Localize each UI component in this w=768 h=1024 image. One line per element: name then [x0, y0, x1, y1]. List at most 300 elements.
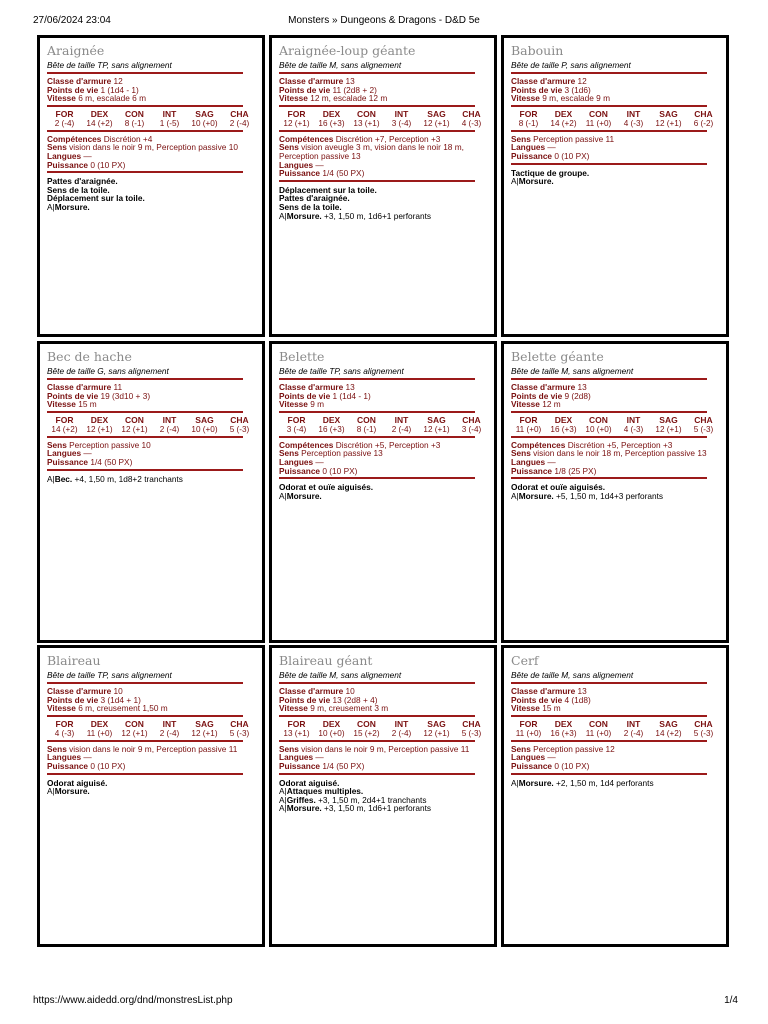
ability-scores: [47, 110, 257, 128]
armor-class-label: Classe d'armure: [279, 76, 344, 86]
ability-label: CHA: [462, 108, 481, 119]
hit-points-value: 1 (1d4 - 1): [98, 84, 139, 95]
divider: [47, 130, 243, 132]
hit-points-value: 19 (3d10 + 3): [98, 390, 151, 401]
ability-value: 3 (-4): [286, 424, 307, 434]
ability-sag: [651, 416, 686, 434]
languages-value: —: [313, 752, 324, 763]
ability-scores: [511, 110, 721, 128]
speed-value: 9 m, creusement 3 m: [307, 703, 389, 714]
ability-cha: [454, 110, 489, 128]
languages-label: Langues: [47, 752, 82, 763]
monster-name: Cerf: [511, 653, 539, 668]
monster-type: Bête de taille P, sans alignement: [511, 60, 631, 70]
ability-cha: [454, 416, 489, 434]
languages-value: —: [81, 752, 92, 763]
ability-for: [511, 110, 546, 128]
ability-value: 4 (-3): [54, 728, 75, 738]
ability-value: 5 (-3): [229, 728, 250, 738]
ability-label: DEX: [322, 414, 341, 425]
languages-label: Langues: [47, 448, 82, 459]
ability-label: CHA: [694, 718, 713, 729]
ability-label: DEX: [90, 718, 109, 729]
divider: [279, 180, 475, 182]
monster-name: Araignée: [47, 43, 105, 58]
ability-label: CON: [589, 718, 608, 729]
ability-value: 12 (+1): [655, 118, 682, 128]
languages-value: —: [81, 448, 92, 459]
monster-name: Belette géante: [511, 349, 604, 364]
speed-label: Vitesse: [511, 93, 540, 104]
ability-cha: [222, 110, 257, 128]
ability-value: 3 (-4): [461, 424, 482, 434]
armor-class-value: 10: [111, 686, 123, 696]
trait: Odorat aiguisé.: [47, 777, 108, 788]
speed-value: 9 m, escalade 9 m: [539, 93, 611, 104]
ability-label: SAG: [659, 108, 678, 119]
ability-value: 6 (-2): [693, 118, 714, 128]
traits-actions: [279, 186, 489, 220]
divider: [279, 130, 475, 132]
ability-con: [117, 110, 152, 128]
print-url: https://www.aidedd.org/dnd/monstresList.php: [33, 995, 233, 1006]
ability-int: [384, 720, 419, 738]
ability-value: 14 (+2): [655, 728, 682, 738]
ability-value: 2 (-4): [159, 728, 180, 738]
senses-value: Perception passive 13: [298, 448, 383, 459]
monster-name: Araignée-loup géante: [279, 43, 416, 58]
senses-value: vision dans le noir 18 m, Perception passive 13: [530, 448, 707, 459]
action-prefix: A|: [279, 794, 287, 805]
ability-sag: [187, 110, 222, 128]
ability-value: 5 (-3): [229, 424, 250, 434]
armor-class-value: 11: [111, 382, 123, 392]
speed-label: Vitesse: [511, 399, 540, 410]
senses-label: Sens: [511, 448, 531, 459]
ability-label: FOR: [287, 108, 306, 119]
speed-label: Vitesse: [47, 93, 76, 104]
speed-label: Vitesse: [279, 93, 308, 104]
armor-class-label: Classe d'armure: [511, 686, 576, 696]
ability-for: [279, 416, 314, 434]
skills-value: Discrétion +5, Perception +3: [333, 439, 441, 450]
ability-label: SAG: [659, 414, 678, 425]
skills-label: Compétences: [279, 133, 334, 144]
ability-int: [616, 416, 651, 434]
ability-sag: [187, 720, 222, 738]
action: [511, 779, 721, 788]
challenge-value: 1/4 (50 PX): [320, 760, 365, 771]
ability-cha: [222, 720, 257, 738]
ability-label: SAG: [195, 108, 214, 119]
ability-label: INT: [626, 718, 641, 729]
traits-actions: [47, 177, 257, 211]
ability-dex: [314, 416, 349, 434]
monster-card: [269, 341, 497, 643]
ability-for: [511, 416, 546, 434]
ability-value: 12 (+1): [86, 424, 113, 434]
action: [47, 203, 257, 212]
speed-value: 9 m: [307, 399, 325, 410]
ability-dex: [546, 416, 581, 434]
ability-for: [47, 416, 82, 434]
ability-value: 5 (-3): [693, 728, 714, 738]
challenge-label: Puissance: [279, 168, 321, 179]
ability-value: 2 (-4): [229, 118, 250, 128]
speed: [511, 704, 721, 713]
challenge: [47, 762, 257, 771]
armor-class-label: Classe d'armure: [279, 686, 344, 696]
challenge-label: Puissance: [511, 150, 553, 161]
languages-label: Langues: [511, 752, 546, 763]
ability-label: CON: [589, 414, 608, 425]
languages-value: —: [545, 752, 556, 763]
hit-points-label: Points de vie: [47, 390, 99, 401]
divider: [511, 378, 707, 380]
ability-con: [581, 416, 616, 434]
action-text: +3, 1,50 m, 1d6+1 perforants: [321, 803, 432, 814]
ability-label: SAG: [427, 414, 446, 425]
action-name: Morsure.: [518, 490, 554, 501]
languages-value: —: [81, 150, 92, 161]
languages-label: Langues: [47, 150, 82, 161]
ability-dex: [314, 720, 349, 738]
divider: [511, 436, 707, 438]
action-prefix: A|: [279, 210, 287, 221]
ability-label: INT: [162, 718, 177, 729]
page-number: 1/4: [724, 995, 738, 1006]
ability-label: DEX: [554, 718, 573, 729]
action-name: Morsure.: [518, 176, 554, 187]
traits-actions: [511, 169, 721, 186]
challenge: [47, 161, 257, 170]
ability-label: FOR: [55, 414, 74, 425]
skills-value: Discrétion +7, Perception +3: [333, 133, 441, 144]
skills-label: Compétences: [511, 439, 566, 450]
action-name: Morsure.: [286, 490, 322, 501]
monster-name: Belette: [279, 349, 325, 364]
ability-int: [152, 416, 187, 434]
ability-con: [349, 110, 384, 128]
monster-card: [37, 645, 265, 947]
ability-label: DEX: [554, 108, 573, 119]
ability-label: SAG: [427, 108, 446, 119]
divider: [511, 477, 707, 479]
action-text: +5, 1,50 m, 1d4+3 perforants: [553, 490, 664, 501]
ability-value: 1 (-5): [159, 118, 180, 128]
hit-points-value: 3 (1d4 + 1): [98, 694, 141, 705]
ability-value: 13 (+1): [283, 728, 310, 738]
ability-for: [47, 110, 82, 128]
speed-value: 15 m: [539, 703, 561, 714]
ability-int: [616, 720, 651, 738]
divider: [47, 171, 243, 173]
print-title: Monsters » Dungeons & Dragons - D&D 5e: [288, 15, 480, 26]
traits-actions: [279, 483, 489, 500]
ability-value: 5 (-3): [693, 424, 714, 434]
speed-value: 15 m: [75, 399, 97, 410]
trait: Odorat aiguisé.: [279, 777, 340, 788]
ability-dex: [314, 110, 349, 128]
languages-label: Langues: [279, 456, 314, 467]
ability-dex: [82, 110, 117, 128]
ability-label: FOR: [519, 414, 538, 425]
ability-value: 11 (+0): [585, 118, 612, 128]
challenge-label: Puissance: [511, 465, 553, 476]
ability-dex: [82, 720, 117, 738]
ability-label: INT: [394, 108, 409, 119]
ability-value: 12 (+1): [191, 728, 218, 738]
speed: [47, 704, 257, 713]
speed-label: Vitesse: [47, 703, 76, 714]
action-prefix: A|: [279, 803, 287, 814]
ability-value: 8 (-1): [356, 424, 377, 434]
ability-label: FOR: [55, 108, 74, 119]
ability-for: [279, 110, 314, 128]
languages-value: —: [313, 159, 324, 170]
hit-points-label: Points de vie: [511, 390, 563, 401]
hit-points-value: 4 (1d8): [562, 694, 591, 705]
ability-scores: [279, 416, 489, 434]
ability-scores: [47, 416, 257, 434]
print-footer: [0, 994, 768, 1008]
ability-con: [349, 416, 384, 434]
ability-label: CON: [357, 108, 376, 119]
divider: [511, 105, 707, 107]
hit-points-value: 1 (1d4 - 1): [330, 390, 371, 401]
challenge: [279, 467, 489, 476]
trait: Tactique de groupe.: [511, 167, 590, 178]
challenge: [511, 762, 721, 771]
ability-for: [47, 720, 82, 738]
speed: [47, 400, 257, 409]
ability-label: CHA: [462, 414, 481, 425]
challenge-label: Puissance: [279, 465, 321, 476]
trait: Sens de la toile.: [47, 184, 110, 195]
speed-value: 6 m, escalade 6 m: [75, 93, 147, 104]
ability-label: FOR: [519, 718, 538, 729]
ability-value: 2 (-4): [54, 118, 75, 128]
monster-name: Blaireau géant: [279, 653, 373, 668]
ability-value: 2 (-4): [623, 728, 644, 738]
ability-label: DEX: [90, 414, 109, 425]
action-name: Griffes.: [286, 794, 316, 805]
trait: Déplacement sur la toile.: [47, 193, 145, 204]
challenge-value: 0 (10 PX): [552, 150, 590, 161]
divider: [279, 105, 475, 107]
ability-value: 12 (+1): [283, 118, 310, 128]
trait: Sens de la toile.: [279, 201, 342, 212]
ability-sag: [187, 416, 222, 434]
challenge-label: Puissance: [47, 456, 89, 467]
monster-card: [269, 35, 497, 337]
ability-value: 12 (+1): [423, 424, 450, 434]
speed-label: Vitesse: [511, 703, 540, 714]
ability-label: INT: [394, 414, 409, 425]
monster-card: [37, 341, 265, 643]
ability-value: 14 (+2): [550, 118, 577, 128]
action-text: +3, 1,50 m, 2d4+1 tranchants: [315, 794, 427, 805]
divider: [47, 105, 243, 107]
divider: [511, 163, 707, 165]
senses-label: Sens: [279, 743, 299, 754]
senses-label: Sens: [47, 743, 67, 754]
divider: [511, 740, 707, 742]
ability-value: 4 (-3): [623, 424, 644, 434]
action-name: Morsure.: [518, 777, 554, 788]
ability-label: INT: [626, 108, 641, 119]
ability-label: CHA: [694, 414, 713, 425]
ability-int: [152, 110, 187, 128]
action-prefix: A|: [511, 490, 519, 501]
ability-value: 10 (+0): [585, 424, 612, 434]
armor-class-label: Classe d'armure: [47, 686, 112, 696]
speed-value: 12 m: [539, 399, 561, 410]
senses-continued: Perception passive 13: [279, 150, 361, 161]
hit-points-label: Points de vie: [511, 84, 563, 95]
trait: Pattes d'araignée.: [279, 193, 350, 204]
ability-label: SAG: [195, 414, 214, 425]
trait: Pattes d'araignée.: [47, 176, 118, 187]
divider: [279, 715, 475, 717]
monster-name: Babouin: [511, 43, 564, 58]
action-prefix: A|: [47, 473, 55, 484]
ability-value: 11 (+0): [515, 424, 542, 434]
ability-label: DEX: [90, 108, 109, 119]
action-name: Morsure.: [286, 210, 322, 221]
speed: [279, 94, 489, 103]
ability-cha: [686, 110, 721, 128]
speed: [511, 94, 721, 103]
hit-points-label: Points de vie: [47, 84, 99, 95]
ability-label: INT: [394, 718, 409, 729]
monster-card: [37, 35, 265, 337]
ability-value: 12 (+1): [423, 728, 450, 738]
challenge-label: Puissance: [279, 760, 321, 771]
hit-points-value: 11 (2d8 + 2): [330, 84, 377, 95]
ability-label: CON: [125, 414, 144, 425]
ability-value: 5 (-3): [461, 728, 482, 738]
divider: [279, 682, 475, 684]
challenge-value: 0 (10 PX): [552, 760, 590, 771]
ability-label: DEX: [322, 718, 341, 729]
ability-value: 10 (+0): [191, 424, 218, 434]
print-header: [0, 14, 768, 28]
ability-cha: [686, 416, 721, 434]
divider: [511, 130, 707, 132]
divider: [47, 469, 243, 471]
senses-label: Sens: [511, 743, 531, 754]
ability-value: 4 (-3): [623, 118, 644, 128]
armor-class-label: Classe d'armure: [47, 76, 112, 86]
traits-actions: [511, 483, 721, 500]
ability-int: [384, 416, 419, 434]
challenge: [47, 458, 257, 467]
divider: [279, 477, 475, 479]
ability-sag: [651, 110, 686, 128]
ability-value: 12 (+1): [423, 118, 450, 128]
languages-label: Langues: [279, 752, 314, 763]
senses-value: vision dans le noir 9 m, Perception passive 11: [298, 743, 470, 754]
action-text: +4, 1,50 m, 1d8+2 tranchants: [72, 473, 183, 484]
armor-class-label: Classe d'armure: [511, 382, 576, 392]
monster-card: [501, 341, 729, 643]
ability-label: DEX: [322, 108, 341, 119]
action-text: +3, 1,50 m, 1d6+1 perforants: [321, 210, 432, 221]
skills-value: Discrétion +5, Perception +3: [565, 439, 673, 450]
ability-cha: [686, 720, 721, 738]
divider: [279, 436, 475, 438]
ability-value: 16 (+3): [318, 118, 345, 128]
armor-class-value: 13: [343, 76, 355, 86]
monster-type: Bête de taille M, sans alignement: [511, 366, 634, 376]
challenge: [511, 152, 721, 161]
divider: [511, 411, 707, 413]
action-prefix: A|: [279, 786, 287, 797]
ability-scores: [47, 720, 257, 738]
challenge: [279, 169, 489, 178]
ability-value: 16 (+3): [550, 424, 577, 434]
armor-class-value: 13: [575, 382, 587, 392]
armor-class-label: Classe d'armure: [279, 382, 344, 392]
traits-actions: [47, 475, 257, 484]
ability-value: 12 (+1): [121, 728, 148, 738]
ability-value: 16 (+3): [550, 728, 577, 738]
ability-value: 16 (+3): [318, 424, 345, 434]
action: [47, 475, 257, 484]
ability-int: [384, 110, 419, 128]
ability-value: 8 (-1): [518, 118, 539, 128]
divider: [279, 773, 475, 775]
hit-points-value: 9 (2d8): [562, 390, 591, 401]
ability-label: CHA: [230, 718, 249, 729]
ability-label: INT: [162, 108, 177, 119]
ability-label: CON: [357, 718, 376, 729]
traits-actions: [47, 779, 257, 796]
action: [279, 804, 489, 813]
monster-card: [501, 35, 729, 337]
ability-value: 10 (+0): [318, 728, 345, 738]
ability-con: [117, 720, 152, 738]
ability-label: CHA: [230, 414, 249, 425]
monster-type: Bête de taille TP, sans alignement: [47, 670, 172, 680]
languages-value: —: [545, 456, 556, 467]
senses-label: Sens: [511, 133, 531, 144]
armor-class-value: 12: [575, 76, 587, 86]
ability-value: 14 (+2): [86, 118, 113, 128]
divider: [279, 72, 475, 74]
hit-points-label: Points de vie: [279, 84, 331, 95]
ability-con: [349, 720, 384, 738]
divider: [47, 682, 243, 684]
divider: [47, 436, 243, 438]
languages-value: —: [313, 456, 324, 467]
divider: [47, 72, 243, 74]
monster-type: Bête de taille M, sans alignement: [279, 670, 402, 680]
ability-scores: [279, 720, 489, 738]
action-name: Morsure.: [54, 201, 90, 212]
ability-cha: [222, 416, 257, 434]
speed-label: Vitesse: [279, 399, 308, 410]
challenge-value: 1/4 (50 PX): [88, 456, 133, 467]
ability-label: FOR: [287, 414, 306, 425]
trait: Odorat et ouïe aiguisés.: [279, 482, 374, 493]
action-prefix: A|: [47, 201, 55, 212]
senses-value: vision dans le noir 9 m, Perception passive 10: [66, 142, 238, 153]
hit-points-label: Points de vie: [511, 694, 563, 705]
ability-value: 2 (-4): [159, 424, 180, 434]
action-name: Morsure.: [286, 803, 322, 814]
